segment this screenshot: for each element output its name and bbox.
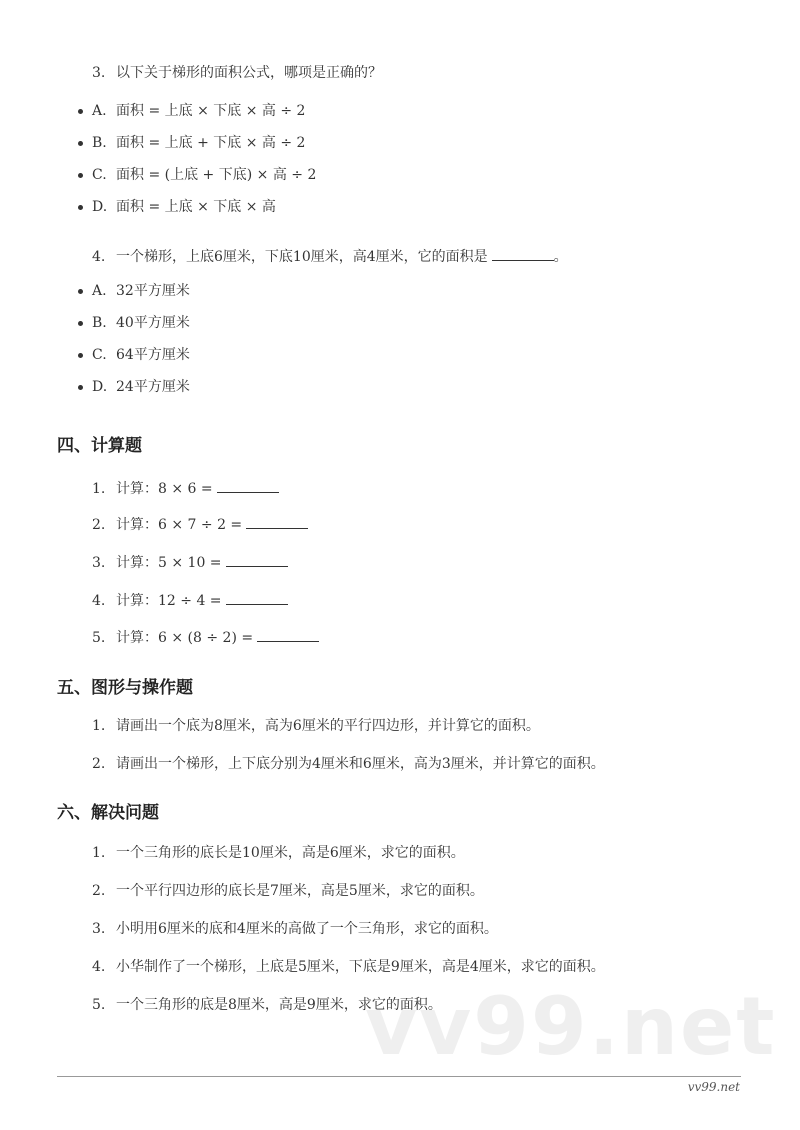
option-text: 64平方厘米 bbox=[116, 347, 190, 363]
option-text: 40平方厘米 bbox=[116, 315, 190, 331]
item-number: 3. bbox=[92, 921, 106, 937]
item-number: 1. bbox=[92, 718, 106, 734]
problem-item bbox=[92, 882, 484, 900]
option-label: C. bbox=[92, 167, 107, 183]
item-number: 2. bbox=[92, 517, 106, 533]
option-text: 32平方厘米 bbox=[116, 283, 190, 299]
calc-item bbox=[92, 590, 288, 610]
item-number: 4. bbox=[92, 593, 106, 609]
option-label: A. bbox=[92, 103, 107, 119]
option-text: 面积 = 上底 + 下底 × 高 ÷ 2 bbox=[116, 135, 306, 151]
geometry-item bbox=[92, 717, 540, 735]
q4-option-b bbox=[92, 314, 190, 332]
q3-option-b bbox=[92, 134, 305, 152]
problem-item bbox=[92, 844, 465, 862]
item-number: 5. bbox=[92, 630, 106, 646]
item-text: 一个三角形的底是8厘米，高是9厘米，求它的面积。 bbox=[116, 997, 442, 1013]
answer-blank bbox=[226, 590, 288, 605]
calc-item bbox=[92, 552, 288, 572]
item-number: 5. bbox=[92, 997, 106, 1013]
problem-item bbox=[92, 920, 498, 938]
option-text: 面积 = 上底 × 下底 × 高 ÷ 2 bbox=[116, 103, 306, 119]
item-number: 2. bbox=[92, 883, 106, 899]
item-text: 请画出一个梯形，上下底分别为4厘米和6厘米，高为3厘米，并计算它的面积。 bbox=[116, 756, 605, 772]
footer-site: vv99.net bbox=[687, 1080, 740, 1094]
footer-divider bbox=[57, 1076, 741, 1077]
calc-item bbox=[92, 514, 308, 534]
option-label: B. bbox=[92, 135, 107, 151]
watermark: vv99.net bbox=[365, 980, 777, 1073]
item-number: 1. bbox=[92, 845, 106, 861]
question-text: 一个梯形，上底6厘米，下底10厘米，高4厘米，它的面积是 bbox=[116, 249, 488, 265]
calc-item bbox=[92, 627, 319, 647]
bullet-icon bbox=[78, 289, 83, 294]
q3-option-a bbox=[92, 102, 305, 120]
option-label: B. bbox=[92, 315, 107, 331]
q3-option-d bbox=[92, 198, 276, 216]
section-heading-calculation: 四、计算题 bbox=[57, 436, 142, 456]
bullet-icon bbox=[78, 173, 83, 178]
question-number: 3. bbox=[92, 65, 106, 81]
bullet-icon bbox=[78, 321, 83, 326]
section-heading-problem-solving: 六、解决问题 bbox=[57, 803, 159, 823]
item-number: 1. bbox=[92, 481, 106, 497]
item-number: 2. bbox=[92, 756, 106, 772]
option-label: D. bbox=[92, 379, 108, 395]
item-text: 一个平行四边形的底长是7厘米，高是5厘米，求它的面积。 bbox=[116, 883, 484, 899]
q4-option-a bbox=[92, 282, 190, 300]
calc-item bbox=[92, 478, 279, 498]
question-4 bbox=[92, 246, 568, 266]
problem-item bbox=[92, 958, 605, 976]
bullet-icon bbox=[78, 353, 83, 358]
item-text: 计算：5 × 10 = bbox=[116, 555, 222, 571]
item-text: 计算：12 ÷ 4 = bbox=[116, 593, 222, 609]
item-text: 小华制作了一个梯形，上底是5厘米，下底是9厘米，高是4厘米，求它的面积。 bbox=[116, 959, 605, 975]
question-3 bbox=[92, 64, 382, 82]
option-text: 面积 = 上底 × 下底 × 高 bbox=[116, 199, 276, 215]
item-text: 请画出一个底为8厘米，高为6厘米的平行四边形，并计算它的面积。 bbox=[116, 718, 540, 734]
question-number: 4. bbox=[92, 249, 106, 265]
bullet-icon bbox=[78, 109, 83, 114]
option-label: C. bbox=[92, 347, 107, 363]
question-text: 以下关于梯形的面积公式，哪项是正确的？ bbox=[116, 65, 382, 81]
item-number: 3. bbox=[92, 555, 106, 571]
question-suffix: 。 bbox=[553, 249, 568, 265]
problem-item bbox=[92, 996, 442, 1014]
answer-blank bbox=[246, 514, 308, 529]
item-text: 计算：8 × 6 = bbox=[116, 481, 213, 497]
bullet-icon bbox=[78, 385, 83, 390]
item-text: 一个三角形的底长是10厘米，高是6厘米，求它的面积。 bbox=[116, 845, 465, 861]
answer-blank bbox=[226, 552, 288, 567]
option-text: 面积 = (上底 + 下底) × 高 ÷ 2 bbox=[116, 167, 317, 183]
geometry-item bbox=[92, 755, 605, 773]
bullet-icon bbox=[78, 141, 83, 146]
q3-option-c bbox=[92, 166, 316, 184]
q4-option-d bbox=[92, 378, 190, 396]
option-label: D. bbox=[92, 199, 108, 215]
option-text: 24平方厘米 bbox=[116, 379, 190, 395]
item-text: 小明用6厘米的底和4厘米的高做了一个三角形，求它的面积。 bbox=[116, 921, 498, 937]
answer-blank bbox=[217, 478, 279, 493]
item-text: 计算：6 × 7 ÷ 2 = bbox=[116, 517, 243, 533]
q4-option-c bbox=[92, 346, 190, 364]
option-label: A. bbox=[92, 283, 107, 299]
answer-blank bbox=[492, 246, 554, 261]
item-number: 4. bbox=[92, 959, 106, 975]
item-text: 计算：6 × (8 ÷ 2) = bbox=[116, 630, 254, 646]
answer-blank bbox=[257, 627, 319, 642]
section-heading-geometry: 五、图形与操作题 bbox=[57, 678, 193, 698]
bullet-icon bbox=[78, 205, 83, 210]
